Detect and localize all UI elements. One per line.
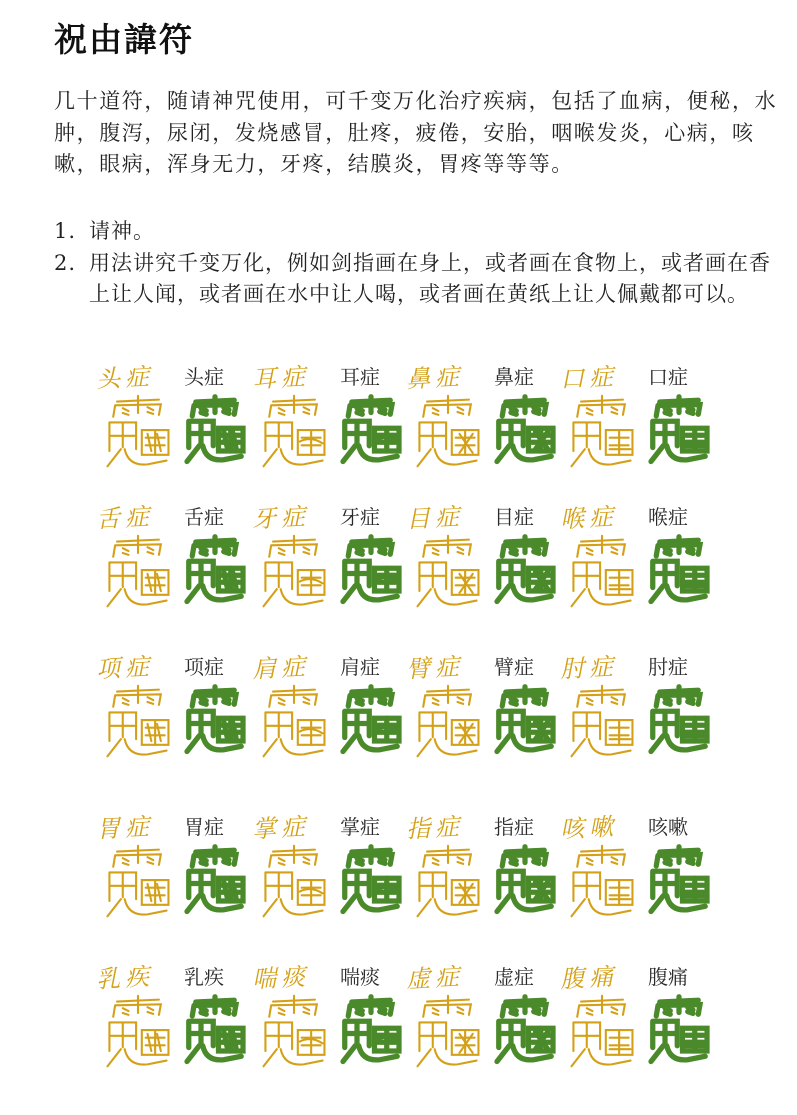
ailment-label: 肘症	[648, 655, 688, 679]
handwritten-charm-icon	[562, 682, 642, 762]
handwritten-label: 指症	[405, 812, 465, 844]
ailment-label: 鼻症	[494, 365, 534, 389]
printed-charm-icon	[644, 988, 714, 1072]
handwritten-charm-icon	[254, 992, 334, 1072]
handwritten-charm-icon	[98, 392, 178, 472]
charm-cell	[406, 648, 566, 776]
charm-cell	[96, 498, 256, 626]
ailment-label: 虚症	[494, 965, 534, 989]
handwritten-label: 乳疾	[95, 962, 155, 994]
printed-charm-icon	[180, 528, 250, 612]
charm-cell	[560, 648, 720, 776]
ailment-label: 指症	[494, 815, 534, 839]
ailment-label: 耳症	[340, 365, 380, 389]
charm-cell	[252, 958, 412, 1086]
handwritten-charm-icon	[98, 682, 178, 762]
handwritten-label: 虚症	[405, 962, 465, 994]
charm-cell	[252, 648, 412, 776]
ailment-label: 腹痛	[648, 965, 688, 989]
handwritten-charm-icon	[562, 392, 642, 472]
intro-paragraph: 几十道符，随请神咒使用，可千变万化治疗疾病，包括了血病，便秘，水肿，腹泻，尿闭，发烧感冒，肚疼，疲倦，安胎，咽喉发炎，心病，咳嗽，眼病，浑身无力，牙疼，结膜炎，胃疼等等等。	[54, 89, 778, 176]
handwritten-charm-icon	[254, 392, 334, 472]
handwritten-charm-icon	[408, 682, 488, 762]
handwritten-charm-icon	[562, 992, 642, 1072]
handwritten-label: 耳症	[251, 362, 311, 394]
printed-charm-icon	[490, 678, 560, 762]
charm-cell	[406, 498, 566, 626]
handwritten-charm-icon	[562, 842, 642, 922]
printed-charm-icon	[490, 988, 560, 1072]
ailment-label: 臂症	[494, 655, 534, 679]
step-text: 请神。	[89, 219, 155, 243]
ailment-label: 咳嗽	[648, 815, 688, 839]
handwritten-label: 鼻症	[405, 362, 465, 394]
ailment-label: 目症	[494, 505, 534, 529]
handwritten-charm-icon	[254, 842, 334, 922]
handwritten-label: 肘症	[559, 652, 619, 684]
ailment-label: 头症	[184, 365, 224, 389]
printed-charm-icon	[336, 838, 406, 922]
handwritten-label: 头症	[95, 362, 155, 394]
ailment-label: 掌症	[340, 815, 380, 839]
ailment-label: 牙症	[340, 505, 380, 529]
charm-cell	[560, 498, 720, 626]
printed-charm-icon	[180, 838, 250, 922]
handwritten-charm-icon	[98, 532, 178, 612]
printed-charm-icon	[180, 388, 250, 472]
handwritten-label: 掌症	[251, 812, 311, 844]
handwritten-label: 喉症	[559, 502, 619, 534]
charm-cell	[560, 358, 720, 486]
handwritten-charm-icon	[98, 842, 178, 922]
handwritten-label: 臂症	[405, 652, 465, 684]
ailment-label: 胃症	[184, 815, 224, 839]
charm-cell	[406, 958, 566, 1086]
handwritten-label: 胃症	[95, 812, 155, 844]
ailment-label: 肩症	[340, 655, 380, 679]
charm-cell	[406, 358, 566, 486]
handwritten-label: 目症	[405, 502, 465, 534]
handwritten-charm-icon	[408, 392, 488, 472]
printed-charm-icon	[644, 388, 714, 472]
charm-cell	[252, 498, 412, 626]
charm-cell	[406, 808, 566, 936]
printed-charm-icon	[180, 678, 250, 762]
ailment-label: 喉症	[648, 505, 688, 529]
printed-charm-icon	[490, 528, 560, 612]
charm-cell	[96, 358, 256, 486]
handwritten-charm-icon	[254, 682, 334, 762]
handwritten-label: 喘痰	[251, 962, 311, 994]
ailment-label: 喘痰	[340, 965, 380, 989]
charm-cell	[96, 648, 256, 776]
charm-cell	[96, 958, 256, 1086]
handwritten-label: 咳嗽	[559, 812, 619, 844]
printed-charm-icon	[490, 838, 560, 922]
ailment-label: 乳疾	[184, 965, 224, 989]
handwritten-charm-icon	[254, 532, 334, 612]
handwritten-charm-icon	[98, 992, 178, 1072]
step-number: 2.	[54, 250, 77, 275]
handwritten-charm-icon	[408, 842, 488, 922]
ailment-label: 口症	[648, 365, 688, 389]
printed-charm-icon	[180, 988, 250, 1072]
ailment-label: 舌症	[184, 505, 224, 529]
handwritten-label: 腹痛	[559, 962, 619, 994]
handwritten-label: 肩症	[251, 652, 311, 684]
charm-cell	[560, 808, 720, 936]
printed-charm-icon	[336, 528, 406, 612]
handwritten-label: 舌症	[95, 502, 155, 534]
step-text: 用法讲究千变万化，例如剑指画在身上，或者画在食物上，或者画在香上让人闻，或者画在水中让人喝，或者画在黄纸上让人佩戴都可以。	[89, 250, 771, 306]
handwritten-label: 口症	[559, 362, 619, 394]
handwritten-charm-icon	[408, 532, 488, 612]
printed-charm-icon	[644, 838, 714, 922]
printed-charm-icon	[644, 678, 714, 762]
ailment-label: 项症	[184, 655, 224, 679]
charm-cell	[252, 358, 412, 486]
printed-charm-icon	[490, 388, 560, 472]
printed-charm-icon	[336, 988, 406, 1072]
printed-charm-icon	[644, 528, 714, 612]
handwritten-charm-icon	[562, 532, 642, 612]
handwritten-label: 项症	[95, 652, 155, 684]
printed-charm-icon	[336, 388, 406, 472]
handwritten-label: 牙症	[251, 502, 311, 534]
charm-cell	[96, 808, 256, 936]
charm-cell	[252, 808, 412, 936]
charm-cell	[560, 958, 720, 1086]
printed-charm-icon	[336, 678, 406, 762]
page-title: 祝由諱符	[54, 20, 194, 59]
handwritten-charm-icon	[408, 992, 488, 1072]
step-number: 1.	[54, 219, 77, 243]
